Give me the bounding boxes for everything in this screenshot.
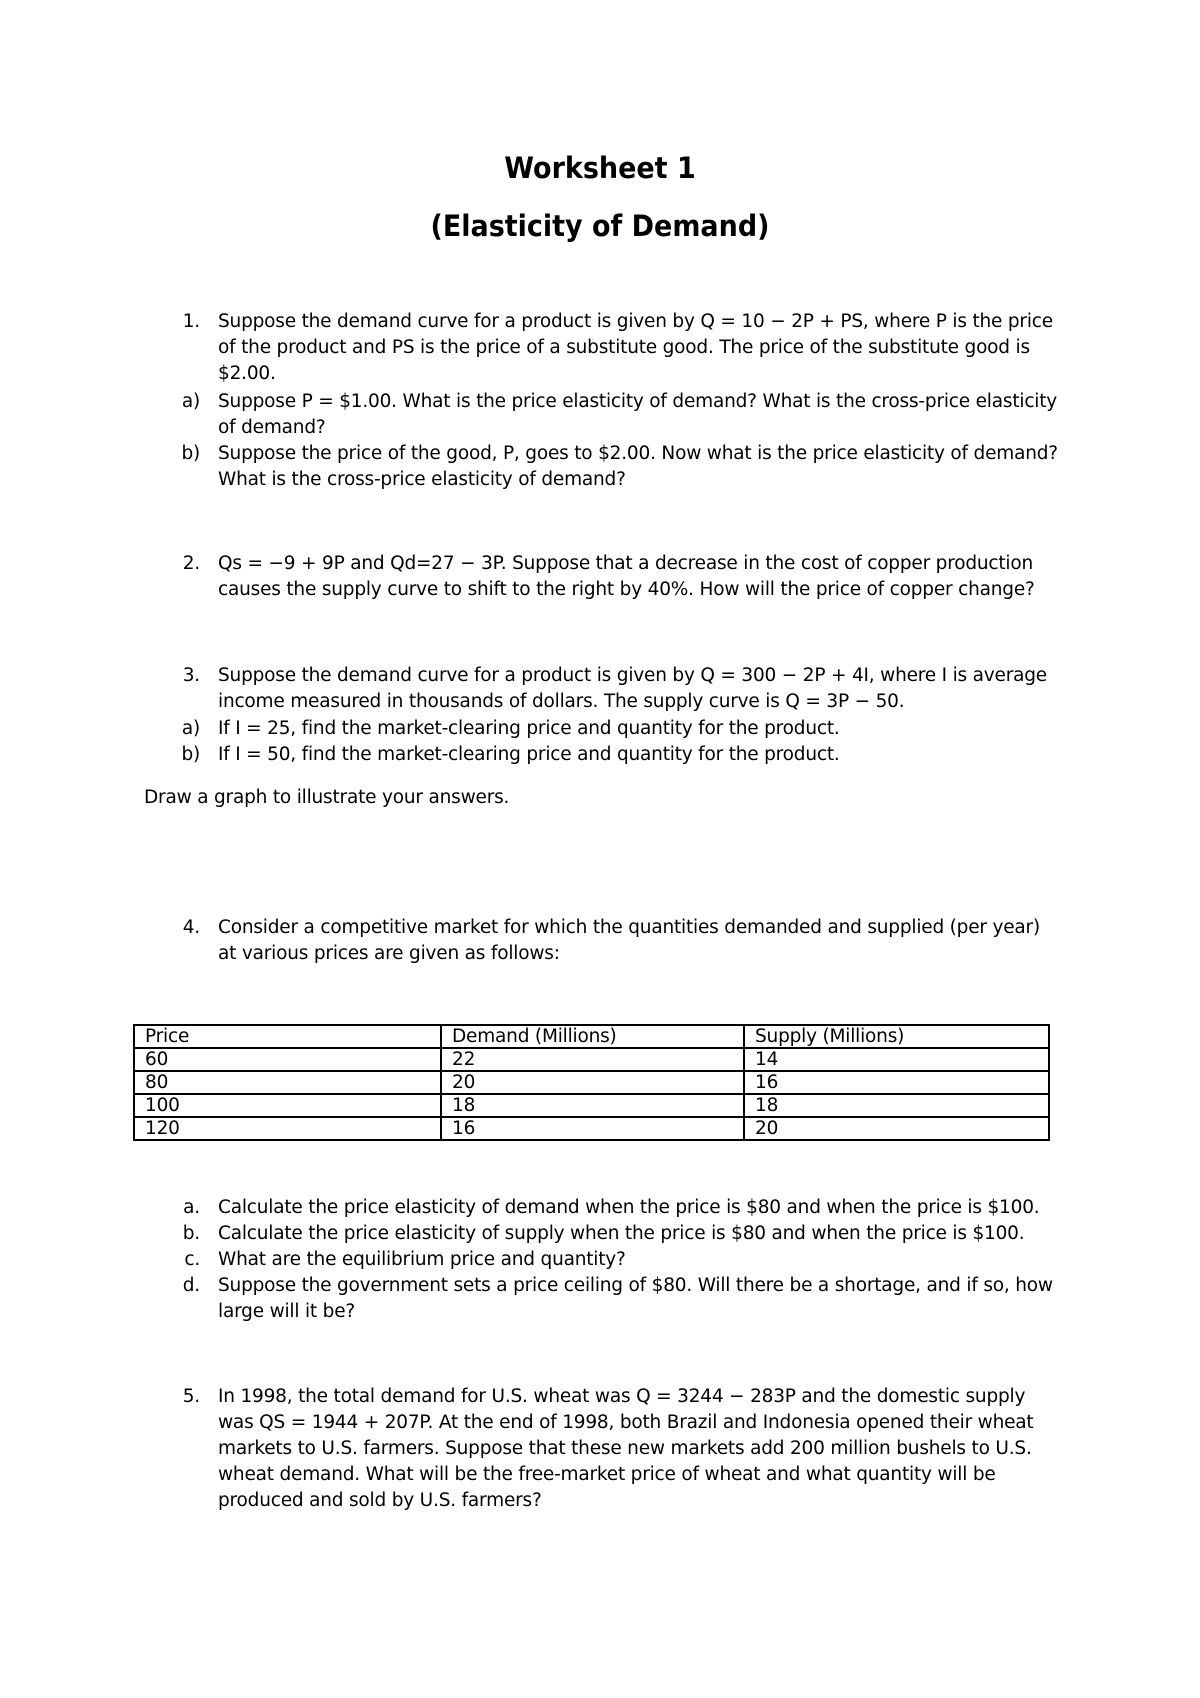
part-marker: a. (183, 1197, 200, 1218)
part-marker: b) (181, 443, 200, 464)
part-text: Suppose the price of the good, P, goes to $2.00. Now what is the price elasticity of demand? What is the cross-price elasticity of demand? (218, 443, 1058, 490)
question-number: 5. (182, 1386, 200, 1407)
question-text: Suppose the demand curve for a product is given by Q = 10 − 2P + PS, where P is the price of the product and PS is the price of a substitute good. The price of the substitute good is $2.00. (218, 311, 1053, 384)
question-text: Qs = −9 + 9P and Qd=27 − 3P. Suppose that a decrease in the cost of copper production causes the supply curve to shift to the right by 40%. How will the price of copper change? (218, 553, 1035, 600)
question-text: Suppose the demand curve for a product is given by Q = 300 − 2P + 4I, where I is average income measured in thousands of dollars. The supply curve is Q = 3P − 50. (218, 665, 1047, 712)
question-number: 3. (182, 665, 200, 686)
question-text: In 1998, the total demand for U.S. wheat was Q = 3244 − 283P and the domestic supply was QS = 1944 + 207P. At the end of 1998, both Brazil and Indonesia opened their wheat markets to U.S. farmers. Suppose that these new markets add 200 million bushels to U.S. wheat demand. What will be the free-market price of wheat and what quantity will be produced and sold by U.S. farmers? (218, 1386, 1034, 1511)
table-cell: 120 (134, 1117, 441, 1140)
part-marker: a) (181, 718, 200, 739)
table-cell: 80 (134, 1071, 441, 1094)
table-row (134, 1117, 1049, 1140)
part-marker: c. (184, 1249, 200, 1270)
table-cell: 16 (441, 1117, 744, 1140)
table-cell: 14 (744, 1048, 1049, 1071)
table-cell: 100 (134, 1094, 441, 1117)
question-number: 4. (182, 917, 200, 938)
table-header-cell: Price (134, 1025, 441, 1048)
part-text: Calculate the price elasticity of supply when the price is $80 and when the price is $100. (218, 1223, 1025, 1244)
question-number: 2. (182, 553, 200, 574)
question-text: Consider a competitive market for which the quantities demanded and supplied (per year) at various prices are given as follows: (218, 917, 1040, 964)
table-header-row (134, 1025, 1049, 1048)
part-marker: b) (181, 744, 200, 765)
table-header-cell: Supply (Millions) (744, 1025, 1049, 1048)
price-quantity-table (133, 1024, 1050, 1141)
graph-instruction: Draw a graph to illustrate your answers. (144, 787, 510, 808)
table-row (134, 1094, 1049, 1117)
table-header-cell: Demand (Millions) (441, 1025, 744, 1048)
part-text: Calculate the price elasticity of demand when the price is $80 and when the price is $100. (218, 1197, 1040, 1218)
worksheet-title: Worksheet 1 (504, 151, 696, 185)
part-marker: b. (182, 1223, 200, 1244)
table-row (134, 1071, 1049, 1094)
part-text: What are the equilibrium price and quantity? (218, 1249, 626, 1270)
table-row (134, 1048, 1049, 1071)
worksheet-subtitle: (Elasticity of Demand) (430, 209, 770, 243)
part-text: Suppose the government sets a price ceiling of $80. Will there be a shortage, and if so, how large will it be? (218, 1275, 1053, 1322)
part-text: If I = 25, find the market-clearing price and quantity for the product. (218, 718, 840, 739)
table-cell: 20 (441, 1071, 744, 1094)
table-cell: 20 (744, 1117, 1049, 1140)
question-number: 1. (182, 311, 200, 332)
table-cell: 18 (441, 1094, 744, 1117)
table-cell: 16 (744, 1071, 1049, 1094)
part-text: If I = 50, find the market-clearing price and quantity for the product. (218, 744, 840, 765)
table-cell: 22 (441, 1048, 744, 1071)
part-marker: a) (181, 391, 200, 412)
part-text: Suppose P = $1.00. What is the price elasticity of demand? What is the cross-price elasticity of demand? (218, 391, 1058, 438)
table-cell: 18 (744, 1094, 1049, 1117)
part-marker: d. (182, 1275, 200, 1296)
table-cell: 60 (134, 1048, 441, 1071)
